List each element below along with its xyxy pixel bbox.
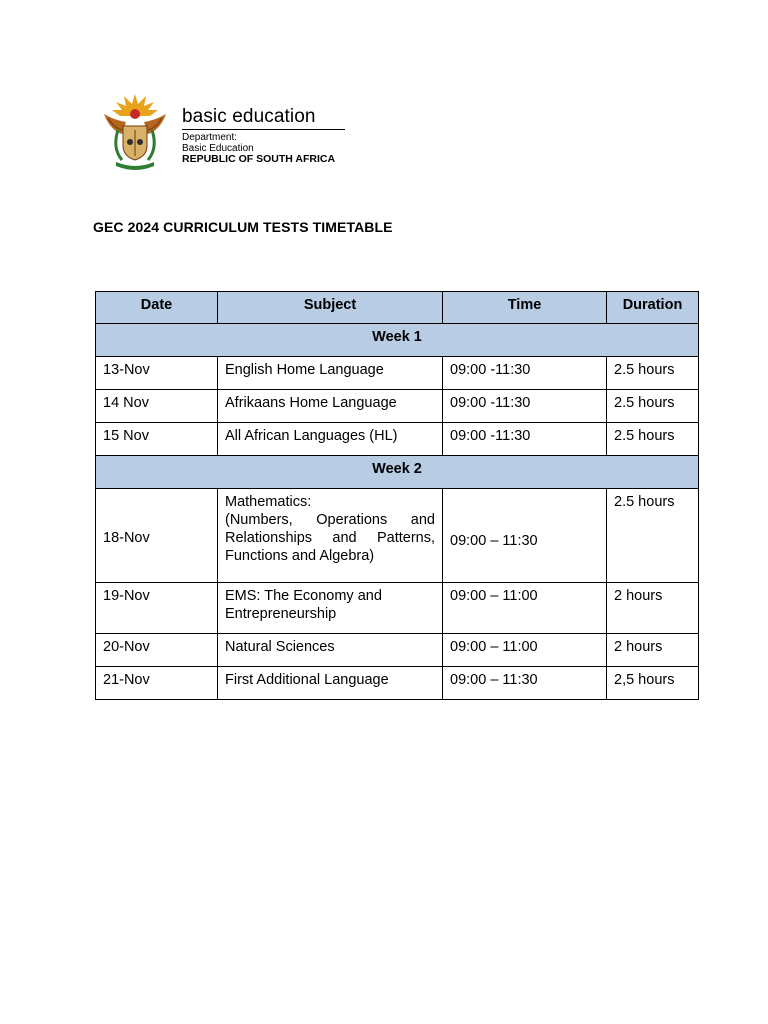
timetable (95, 291, 699, 700)
header-row (96, 292, 699, 324)
subject-line: EMS: The Economy and (225, 588, 382, 604)
cell-duration: 2.5 hours (607, 423, 699, 456)
table-row (96, 634, 699, 667)
table-row (96, 390, 699, 423)
cell-time: 09:00 -11:30 (443, 357, 607, 390)
cell-date: 19-Nov (96, 583, 218, 634)
cell-duration: 2 hours (607, 634, 699, 667)
cell-subject: All African Languages (HL) (218, 423, 443, 456)
brand-country: REPUBLIC OF SOUTH AFRICA (182, 153, 336, 165)
letterhead (100, 90, 360, 172)
cell-duration: 2.5 hours (607, 390, 699, 423)
header-time: Time (443, 292, 607, 324)
week-row (96, 456, 699, 489)
table-row (96, 667, 699, 700)
table-row (96, 357, 699, 390)
week-label: Week 2 (96, 456, 699, 489)
table-row (96, 489, 699, 583)
table-row (96, 423, 699, 456)
cell-duration: 2 hours (607, 583, 699, 634)
cell-date: 18-Nov (96, 489, 218, 583)
subject-line: Functions and Algebra) (225, 548, 375, 564)
brand-department-name: Basic Education (182, 142, 254, 154)
week-label: Week 1 (96, 324, 699, 357)
cell-date: 14 Nov (96, 390, 218, 423)
cell-subject: Natural Sciences (218, 634, 443, 667)
brand-department: Department: (182, 132, 238, 143)
table-row (96, 583, 699, 634)
cell-subject (218, 583, 443, 634)
subject-line: Entrepreneurship (225, 606, 337, 622)
cell-subject: Afrikaans Home Language (218, 390, 443, 423)
cell-duration: 2.5 hours (607, 357, 699, 390)
coat-of-arms-icon (100, 90, 170, 172)
cell-time: 09:00 – 11:00 (443, 583, 607, 634)
cell-time: 09:00 – 11:00 (443, 634, 607, 667)
cell-time: 09:00 – 11:30 (443, 667, 607, 700)
cell-date: 21-Nov (96, 667, 218, 700)
cell-time: 09:00 -11:30 (443, 390, 607, 423)
subject-line: Mathematics: (225, 494, 312, 510)
subject-line: Relationships and Patterns, (225, 530, 435, 546)
header-duration: Duration (607, 292, 699, 324)
document-title: GEC 2024 CURRICULUM TESTS TIMETABLE (93, 219, 393, 235)
cell-time: 09:00 -11:30 (443, 423, 607, 456)
brand-title: basic education (182, 106, 345, 130)
brand-block (182, 106, 352, 165)
header-subject: Subject (218, 292, 443, 324)
header-date: Date (96, 292, 218, 324)
subject-line: (Numbers, Operations and (225, 512, 435, 528)
cell-duration: 2.5 hours (607, 489, 699, 583)
cell-date: 15 Nov (96, 423, 218, 456)
week-row (96, 324, 699, 357)
cell-subject: First Additional Language (218, 667, 443, 700)
cell-date: 20-Nov (96, 634, 218, 667)
cell-subject (218, 489, 443, 583)
cell-subject: English Home Language (218, 357, 443, 390)
cell-duration: 2,5 hours (607, 667, 699, 700)
cell-time: 09:00 – 11:30 (443, 489, 607, 583)
cell-date: 13-Nov (96, 357, 218, 390)
